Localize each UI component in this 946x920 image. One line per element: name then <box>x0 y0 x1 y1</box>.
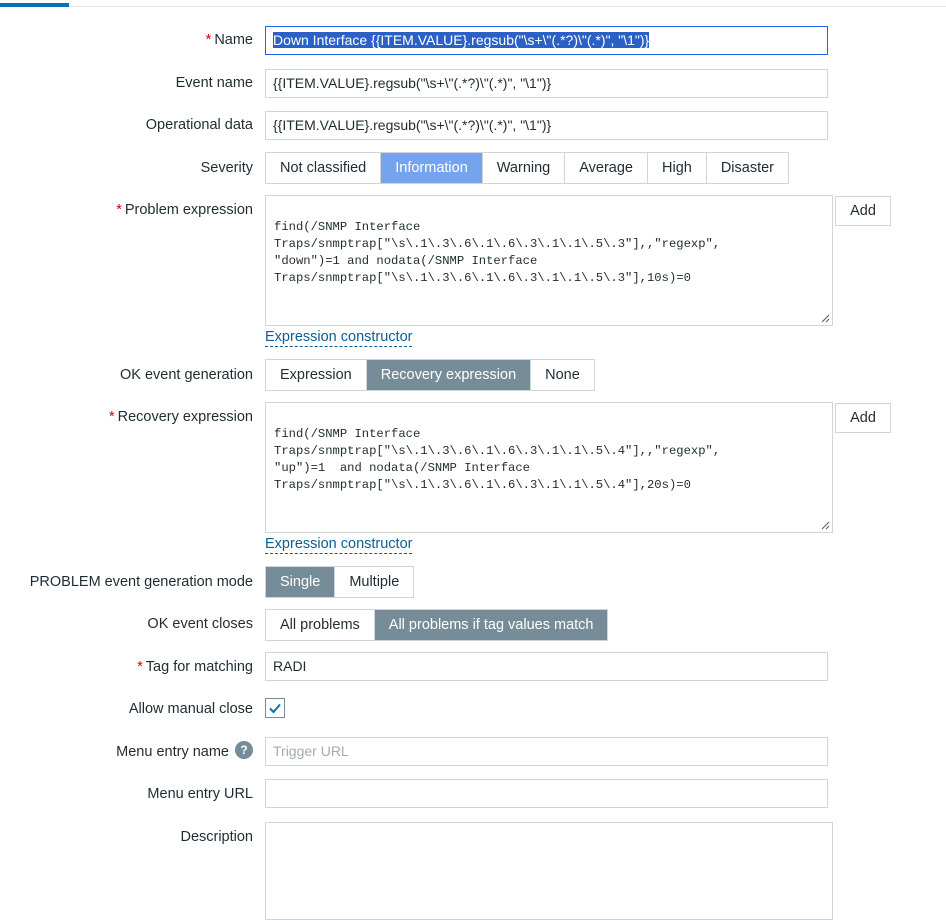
menu-entry-name-placeholder: Trigger URL <box>273 743 349 759</box>
name-input[interactable] <box>265 26 828 55</box>
ok-event-closes-tag-match[interactable]: All problems if tag values match <box>375 610 608 640</box>
ok-event-closes-selector <box>265 609 608 641</box>
ok-event-generation-label: OK event generation <box>119 367 253 383</box>
severity-label: Severity <box>200 160 253 176</box>
menu-entry-name-label: Menu entry name <box>116 744 229 760</box>
tag-for-matching-input[interactable]: RADI <box>265 652 828 681</box>
menu-entry-url-input[interactable] <box>265 779 828 808</box>
ok-event-generation-recovery-expression[interactable]: Recovery expression <box>367 360 531 390</box>
problem-expression-add-button[interactable]: Add <box>835 196 891 226</box>
problem-expression-line: Traps/snmptrap["\s\.1\.3\.6\.1\.6\.3\.1\.1\.5\.3"],10s)=0 <box>274 271 691 285</box>
problem-mode-single[interactable]: Single <box>266 567 335 597</box>
required-marker: * <box>116 202 122 218</box>
event-name-label: Event name <box>175 75 253 91</box>
event-name-input[interactable]: {{ITEM.VALUE}.regsub("\s+\"(.*?)\"(.*)", "\1")} <box>265 69 828 98</box>
recovery-expression-textarea[interactable] <box>265 402 833 533</box>
problem-expression-label: * Problem expression <box>116 202 253 218</box>
problem-mode-multiple[interactable]: Multiple <box>349 574 400 590</box>
tab-strip <box>0 0 946 7</box>
severity-warning[interactable]: Warning <box>483 153 565 183</box>
severity-disaster[interactable]: Disaster <box>720 160 775 176</box>
recovery-expression-line: find(/SNMP Interface <box>274 427 421 441</box>
allow-manual-close-checkbox[interactable] <box>265 698 285 718</box>
operational-data-input[interactable]: {{ITEM.VALUE}.regsub("\s+\"(.*?)\"(.*)", "\1")} <box>265 111 828 140</box>
problem-expression-constructor-link[interactable]: Expression constructor <box>265 329 413 345</box>
severity-not-classified[interactable]: Not classified <box>266 153 381 183</box>
recovery-expression-add-button[interactable]: Add <box>835 403 891 433</box>
recovery-expression-line: Traps/snmptrap["\s\.1\.3\.6\.1\.6\.3\.1\.1\.5\.4"],20s)=0 <box>274 478 691 492</box>
ok-event-generation-expression[interactable]: Expression <box>266 360 367 390</box>
recovery-expression-line: "up")=1 and nodata(/SNMP Interface <box>274 461 530 475</box>
ok-event-closes-label: OK event closes <box>147 616 253 632</box>
severity-selector <box>265 152 789 184</box>
recovery-expression-label: * Recovery expression <box>108 409 253 425</box>
checkmark-icon <box>266 699 284 717</box>
required-marker: * <box>137 659 143 675</box>
problem-expression-line: "down")=1 and nodata(/SNMP Interface <box>274 254 538 268</box>
required-marker: * <box>205 32 212 48</box>
severity-information[interactable]: Information <box>381 153 483 183</box>
description-label: Description <box>180 829 253 845</box>
question-circle-icon[interactable]: ? <box>235 741 253 759</box>
name-input-selected-text: Down Interface {{ITEM.VALUE}.regsub("\s+\"(.*?)\"(.*)", "\1")} <box>273 32 650 48</box>
ok-event-generation-none[interactable]: None <box>545 367 580 383</box>
problem-mode-label: PROBLEM event generation mode <box>29 574 253 590</box>
recovery-expression-line: Traps/snmptrap["\s\.1\.3\.6\.1\.6\.3\.1\.1\.5\.4"],,"regexp", <box>274 444 721 458</box>
resize-grip-icon[interactable] <box>821 314 830 323</box>
ok-event-closes-all-problems[interactable]: All problems <box>266 610 375 640</box>
severity-high[interactable]: High <box>648 153 707 183</box>
problem-expression-textarea[interactable] <box>265 195 833 326</box>
recovery-expression-constructor-link[interactable]: Expression constructor <box>265 536 413 552</box>
description-textarea[interactable] <box>265 822 833 920</box>
operational-data-label: Operational data <box>145 117 253 133</box>
name-label: * Name <box>205 32 253 48</box>
active-tab-indicator <box>0 3 69 7</box>
allow-manual-close-label: Allow manual close <box>128 701 253 717</box>
problem-expression-line: find(/SNMP Interface <box>274 220 421 234</box>
menu-entry-name-input[interactable] <box>265 737 828 766</box>
required-marker: * <box>108 409 115 425</box>
menu-entry-url-label: Menu entry URL <box>147 786 253 802</box>
problem-mode-selector <box>265 566 414 598</box>
tag-for-matching-label: * Tag for matching <box>137 659 253 675</box>
problem-expression-line: Traps/snmptrap["\s\.1\.3\.6\.1\.6\.3\.1\.1\.5\.3"],,"regexp", <box>274 237 721 251</box>
ok-event-generation-selector <box>265 359 595 391</box>
severity-average[interactable]: Average <box>565 153 648 183</box>
resize-grip-icon[interactable] <box>821 521 830 530</box>
